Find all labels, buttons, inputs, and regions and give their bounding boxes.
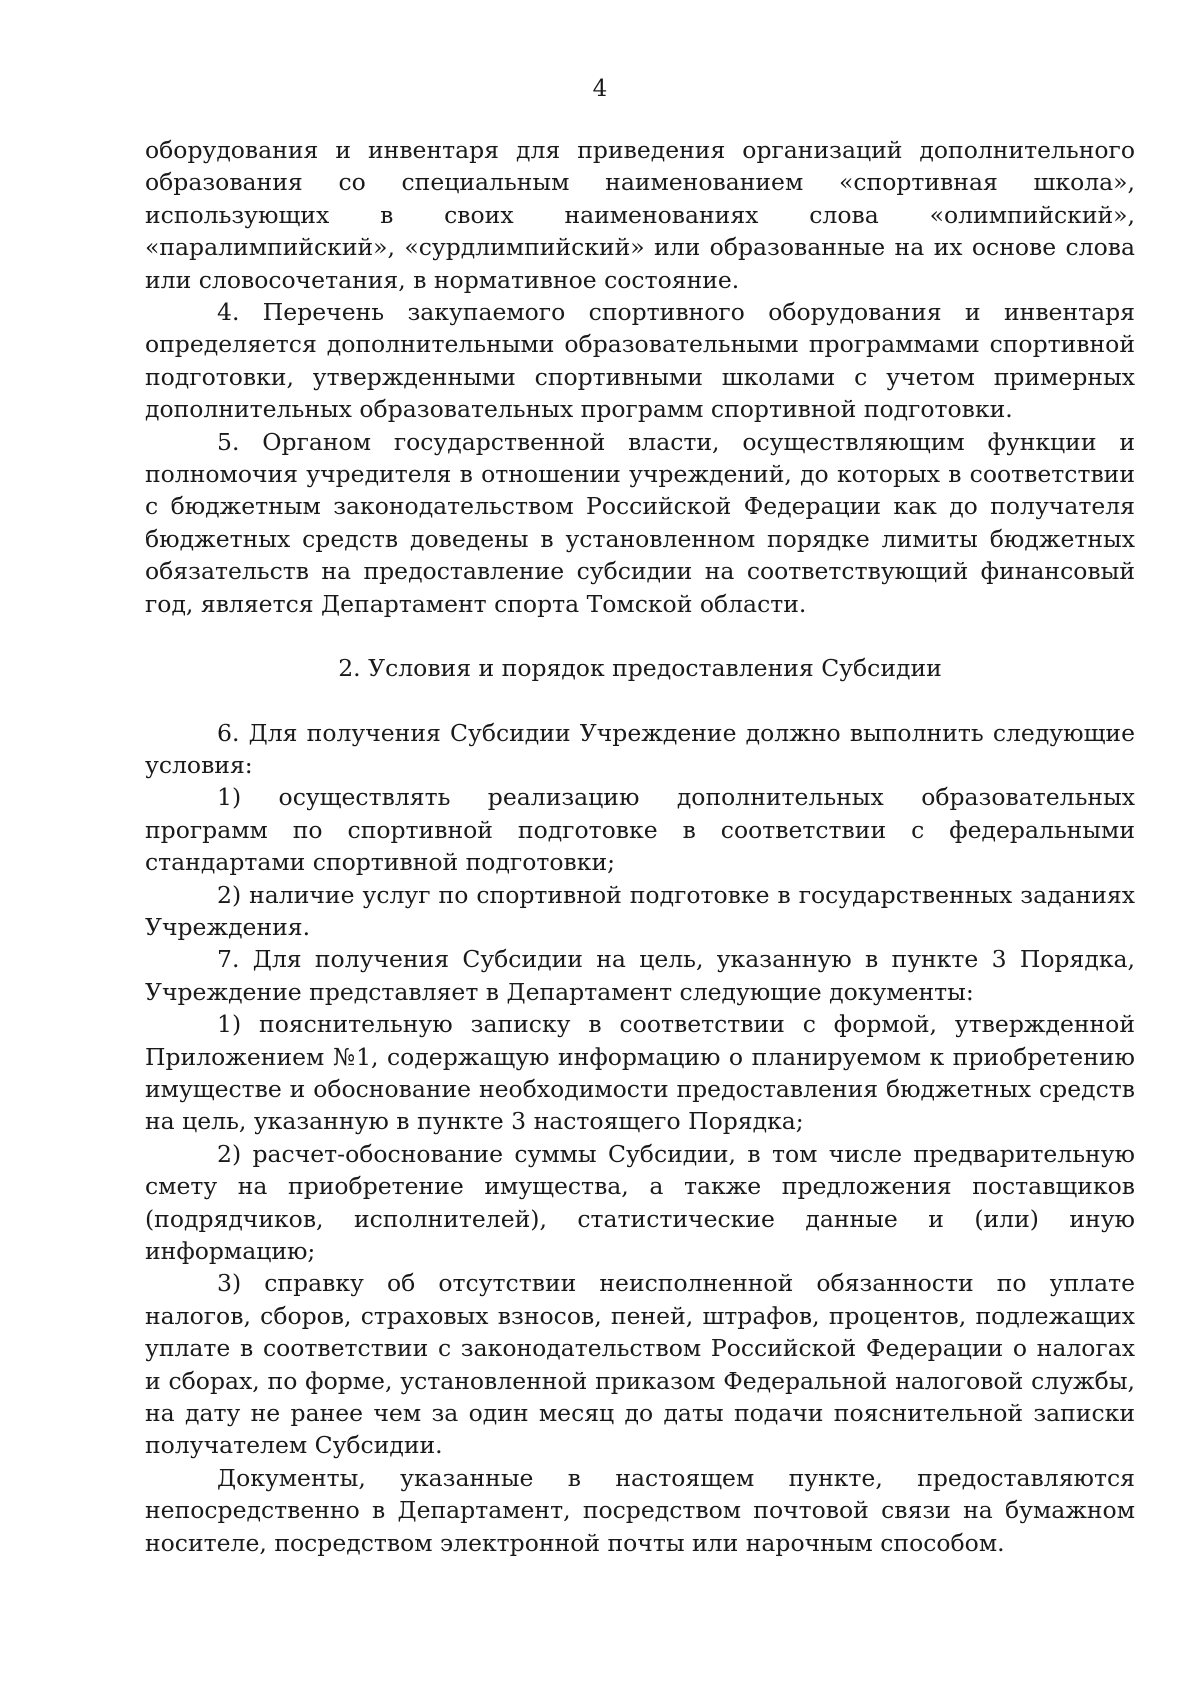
paragraph-item-7-3: 3) справку об отсутствии неисполненной обязанности по уплате налогов, сборов, страховых взносов, пеней, штрафов, процентов, подлежащих уплате в соответствии с законодательством Российской Федерации о налогах и сборах, по форме, установленной приказом Федеральной налоговой службы, на дату не ранее чем за один месяц до даты подачи пояснительной записки получателем Субсидии. (145, 1269, 1135, 1460)
section-heading: 2. Условия и порядок предоставления Субсидии (338, 654, 942, 683)
page-number: 4 (592, 76, 608, 102)
paragraph-documents-note: Документы, указанные в настоящем пункте, предоставляются непосредственно в Департамент, посредством почтовой связи на бумажном носителе, посредством электронной почты или нарочным способом. (145, 1463, 1135, 1557)
paragraph-item-7-2: 2) расчет-обоснование суммы Субсидии, в том числе предварительную смету на приобретение имущества, а также предложения поставщиков (подрядчиков, исполнителей), статистические данные и (или) иную информацию; (145, 1139, 1135, 1265)
paragraph-item-7-1: 1) пояснительную записку в соответствии с формой, утвержденной Приложением №1, содержащую информацию о планируемом к приобретению имуществе и обоснование необходимости предоставления бюджетных средств на цель, указанную в пункте 3 настоящего Порядка; (145, 1010, 1135, 1136)
paragraph-item-6: 6. Для получения Субсидии Учреждение должно выполнить следующие условия: (145, 718, 1135, 779)
paragraph-item-7: 7. Для получения Субсидии на цель, указанную в пункте 3 Порядка, Учреждение представляет в Департамент следующие документы: (145, 945, 1135, 1006)
document-body (145, 134, 1135, 1559)
paragraph-item-4: 4. Перечень закупаемого спортивного оборудования и инвентаря определяется дополнительными образовательными программами спортивной подготовки, утвержденными спортивными школами с учетом примерных дополнительных образовательных программ спортивной подготовки. (145, 298, 1135, 424)
paragraph-item-5: 5. Органом государственной власти, осуществляющим функции и полномочия учредителя в отношении учреждений, до которых в соответствии с бюджетным законодательством Российской Федерации как до получателя бюджетных средств доведены в установленном порядке лимиты бюджетных обязательств на предоставление субсидии на соответствующий финансовый год, является Департамент спорта Томской области. (145, 427, 1135, 618)
paragraph-item-6-2: 2) наличие услуг по спортивной подготовке в государственных заданиях Учреждения. (145, 880, 1135, 941)
paragraph-continuation: оборудования и инвентаря для приведения организаций дополнительного образования со специальным наименованием «спортивная школа», использующих в своих наименованиях слова «олимпийский», «паралимпийский», «сурдлимпийский» или образованные на их основе слова или словосочетания, в нормативное состояние. (145, 136, 1135, 294)
paragraph-item-6-1: 1) осуществлять реализацию дополнительных образовательных программ по спортивной подготовке в соответствии с федеральными стандартами спортивной подготовки; (145, 783, 1135, 877)
